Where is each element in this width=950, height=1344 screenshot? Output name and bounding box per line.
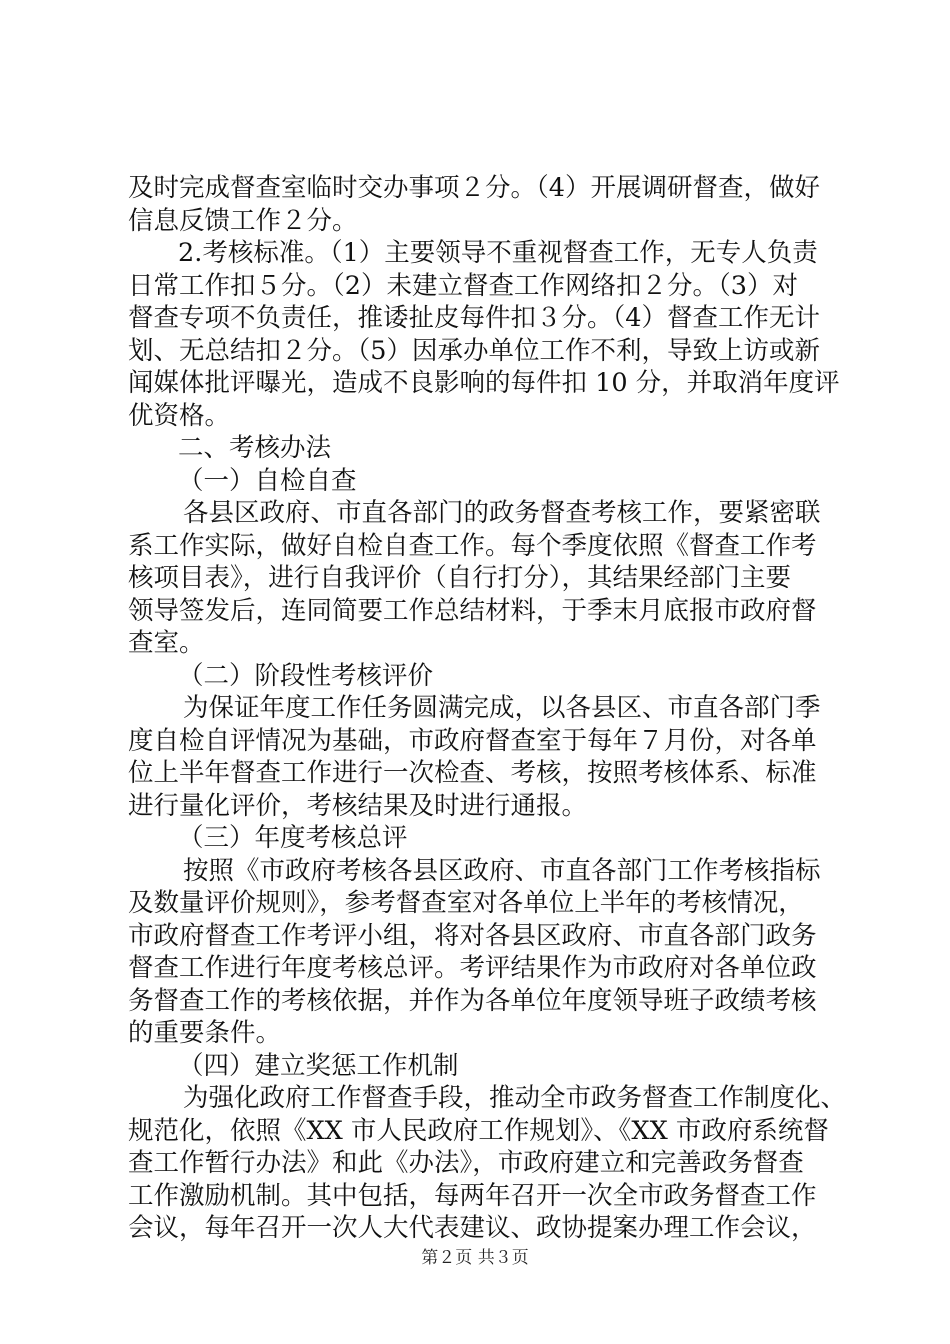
page-footer: 第２页 共３页 [421, 1248, 529, 1268]
text-line: 市政府督查工作考评小组，将对各县区政府、市直各部门政务 [128, 920, 817, 951]
text-line: 各县区政府、市直各部门的政务督查考核工作，要紧密联 [183, 498, 821, 528]
text-line: 闻媒体批评曝光，造成不良影响的每件扣 10 分，并取消年度评 [128, 368, 840, 398]
text-line: 划、无总结扣２分。（5）因承办单位工作不利，导致上访或新 [128, 335, 820, 366]
text-line: 领导签发后，连同简要工作总结材料，于季末月底报市政府督 [128, 595, 817, 626]
text-line: （一）自检自查 [178, 465, 357, 496]
text-line: 查室。 [128, 628, 205, 658]
text-line: 核项目表》，进行自我评价（自行打分），其结果经部门主要 [128, 563, 792, 593]
text-line: 度自检自评情况为基础，市政府督查室于每年７月份，对各单 [128, 725, 817, 756]
text-line: 规范化，依照《XX 市人民政府工作规划》、《XX 市政府系统督 [128, 1115, 829, 1146]
text-line: 查工作暂行办法》和此《办法》，市政府建立和完善政务督查 [128, 1148, 804, 1178]
text-line: 及数量评价规则》，参考督查室对各单位上半年的考核情况， [128, 888, 804, 918]
text-line: 信息反馈工作２分。 [128, 205, 358, 236]
text-line: 位上半年督查工作进行一次检查、考核，按照考核体系、标准 [128, 758, 817, 788]
text-line: 及时完成督查室临时交办事项２分。（4）开展调研督查，做好 [128, 173, 820, 203]
text-line: 二、考核办法 [178, 433, 332, 463]
text-line: （二）阶段性考核评价 [178, 660, 434, 691]
text-line: 系工作实际，做好自检自查工作。每个季度依照《督查工作考 [128, 530, 817, 561]
text-line: 日常工作扣５分。（2）未建立督查工作网络扣２分。（3）对 [128, 270, 798, 301]
text-line: 督查专项不负责任，推诿扯皮每件扣３分。（4）督查工作无计 [128, 303, 820, 333]
text-line: 2.考核标准。（1）主要领导不重视督查工作，无专人负责 [178, 238, 818, 268]
text-line: 工作激励机制。其中包括，每两年召开一次全市政务督查工作 [128, 1180, 817, 1211]
text-line: 按照《市政府考核各县区政府、市直各部门工作考核指标 [183, 855, 821, 886]
text-line: 优资格。 [128, 400, 231, 431]
text-line: 会议，每年召开一次人大代表建议、政协提案办理工作会议， [128, 1213, 817, 1243]
text-line: 进行量化评价，考核结果及时进行通报。 [128, 790, 588, 821]
text-line: 为保证年度工作任务圆满完成，以各县区、市直各部门季 [183, 693, 821, 723]
document-body [128, 172, 848, 1245]
text-line: （四）建立奖惩工作机制 [178, 1050, 459, 1081]
text-line: 为强化政府工作督查手段，推动全市政务督查工作制度化、 [183, 1083, 847, 1113]
text-line: 的重要条件。 [128, 1018, 282, 1048]
text-line: 督查工作进行年度考核总评。考评结果作为市政府对各单位政 [128, 953, 817, 983]
text-line: 务督查工作的考核依据，并作为各单位年度领导班子政绩考核 [128, 985, 817, 1016]
text-line: （三）年度考核总评 [178, 823, 408, 853]
